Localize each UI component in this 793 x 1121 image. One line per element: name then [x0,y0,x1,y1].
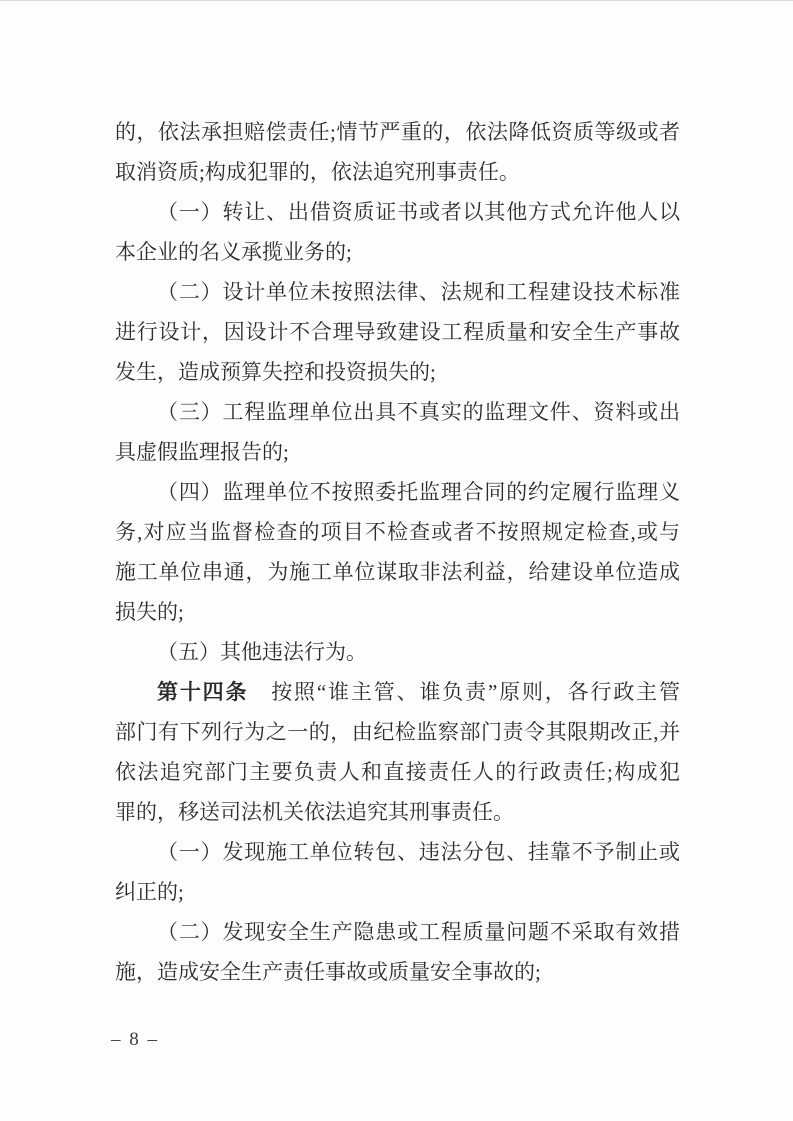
text-line [115,632,680,672]
text-segment: （二）发现安全生产隐患或工程质量问题不采取有效措 [157,920,680,944]
text-segment: 罪的，移送司法机关依法追究其刑事责任。 [115,800,514,824]
text-segment: 纠正的; [115,880,184,904]
text-line [115,152,680,192]
page-number: – 8 – [111,1029,159,1050]
text-segment: 务,对应当监督检查的项目不检查或者不按照规定检查,或与 [115,520,680,544]
text-line [115,872,680,912]
text-line [115,712,680,752]
text-line [115,312,680,352]
text-segment: 的，依法承担赔偿责任;情节严重的，依法降低资质等级或者 [115,120,680,144]
text-line [115,672,680,712]
text-segment: 部门有下列行为之一的，由纪检监察部门责令其限期改正,并 [115,720,680,744]
text-line [115,512,680,552]
text-segment: 施工单位串通，为施工单位谋取非法利益，给建设单位造成 [115,560,680,584]
scan-edge-line [0,0,793,1]
text-segment: 本企业的名义承揽业务的; [115,240,352,264]
text-segment: 按照“谁主管、谁负责”原则，各行政主管 [248,680,680,704]
text-segment: 施，造成安全生产责任事故或质量安全事故的; [115,960,541,984]
text-line [115,392,680,432]
text-line [115,832,680,872]
text-segment: （一）转让、出借资质证书或者以其他方式允许他人以 [157,200,680,224]
text-line [115,592,680,632]
text-segment: 发生，造成预算失控和投资损失的; [115,360,436,384]
text-line [115,112,680,152]
document-body [115,112,680,992]
text-segment: 取消资质;构成犯罪的，依法追究刑事责任。 [115,160,520,184]
text-line [115,192,680,232]
text-line [115,792,680,832]
text-line [115,472,680,512]
text-segment: （三）工程监理单位出具不真实的监理文件、资料或出 [157,400,680,424]
text-segment: 进行设计，因设计不合理导致建设工程质量和安全生产事故 [115,320,680,344]
text-segment: 损失的; [115,600,184,624]
article-number-bold: 第十四条 [157,680,249,704]
text-line [115,432,680,472]
text-line [115,952,680,992]
text-segment: 具虚假监理报告的; [115,440,289,464]
text-line [115,272,680,312]
text-segment: （一）发现施工单位转包、违法分包、挂靠不予制止或 [157,840,680,864]
text-line [115,552,680,592]
text-line [115,352,680,392]
text-segment: （二）设计单位未按照法律、法规和工程建设技术标准 [157,280,680,304]
text-segment: 依法追究部门主要负责人和直接责任人的行政责任;构成犯 [115,760,680,784]
text-line [115,752,680,792]
text-segment: （五）其他违法行为。 [157,640,367,664]
text-line [115,232,680,272]
text-line [115,912,680,952]
text-segment: （四）监理单位不按照委托监理合同的约定履行监理义 [157,480,680,504]
